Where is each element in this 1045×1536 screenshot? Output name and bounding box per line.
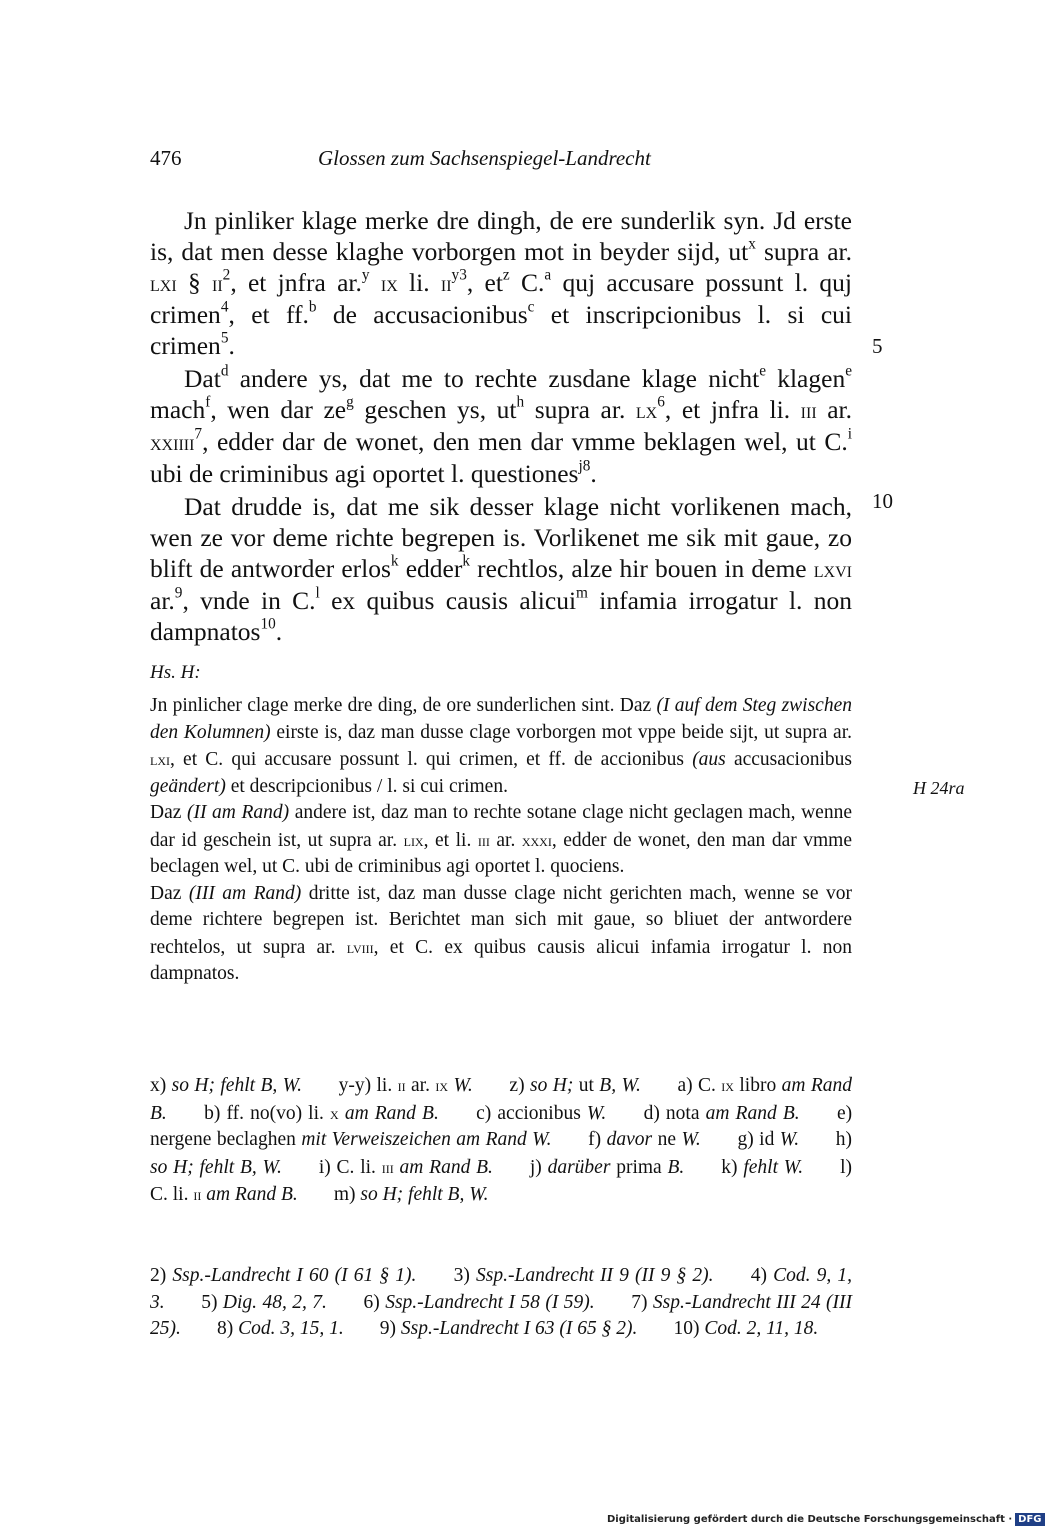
apparatus-note-l: l) C. li. ii am Rand B. [150,1156,853,1205]
footer-credit: Digitalisierung gefördert durch die Deutsche Forschungsgemeinschaft · [607,1514,1013,1525]
apparatus-note-x: x) so H; fehlt B, W. [150,1075,302,1096]
source-notes [150,1263,852,1343]
main-paragraph-2: Dat$^d$ andere ys, dat me to rechte zusdane klage nicht$^e$ klagen$^e$ mach$^f$, wen dar $ze^g$ geschen ys, $ut^h$ supra ar. $lx^6$, et jnfra li. iii ar. xxiiii$^7$, edder dar de wonet, den men dar vmme beklagen wel, ut C.$^i$ ubi de criminibus agi oportet l. questiones$^{j8}$. [150,362,852,488]
running-title: Glossen zum Sachsenspiegel-Landrecht [318,146,651,170]
source-note: 10) Cod. 2, 11, 18. [673,1318,819,1339]
apparatus-note-a: a) C. ix libro am Rand B. [150,1075,853,1124]
source-note: 7) Ssp.-Landrecht III 24 (III 25). [150,1291,853,1339]
apparatus-note-e: e) nergene beclaghen mit Verweiszeichen am Rand W. [150,1102,853,1150]
source-note: 3) Ssp.-Landrecht II 9 (II 9 § 2). [453,1265,714,1286]
source-note: 9) Ssp.-Landrecht I 63 (I 65 § 2). [379,1318,638,1339]
manuscript-paragraph-1: Jn pinlicher clage merke dre ding, de ore sunderlichen sint. Daz (I auf dem Steg zwischen den Kolumnen) eirste is, daz man dusse clage vorborgen mot vppe beide sijt, ut supra ar. lxi, et C. qui accusare possunt l. qui crimen, et ff. de accionibus (aus accusacionibus geändert) et descripcionibus / l. si cui crimen. [150,695,852,797]
source-note: 8) Cod. 3, 15, 1. [216,1318,344,1339]
apparatus-note-h: h) so H; fehlt B, W. [150,1129,853,1178]
source-note: 6) Ssp.-Landrecht I 58 (I 59). [363,1291,595,1313]
dfg-logo-icon: DFG [1015,1513,1044,1526]
apparatus-note-f: f) davor ne W. [588,1129,701,1150]
manuscript-paragraph-2: Daz (II am Rand) andere ist, daz man to rechte sotane clage nicht geclagen mach, wenne dar id geschein ist, ut supra ar. lix, et li. iii ar. xxxi, edder de wonet, den man dar vmme beclagen wel, ut C. ubi de criminibus agi oportet l. quociens. [150,802,852,877]
manuscript-label: Hs. H: [150,662,201,683]
source-note: 5) Dig. 48, 2, 7. [201,1291,327,1313]
apparatus-note-c: c) accionibus W. [476,1102,607,1124]
main-paragraph-3: Dat drudde is, dat me sik desser klage nicht vorlikenen mach, wen ze vor deme richte begrepen is. Vorlikenet me sik mit gaue, zo blift de antworder erlos$^k$ edder$^k$ rechtlos, alze hir bouen in deme lxvi ar.$^9$, vnde in C.$^l$ ex quibus causis alicui$^m$ infamia irrogatur l. non dampnatos$^{10}$. [150,492,852,646]
manuscript-h-text [150,693,852,988]
apparatus-note-j: j) darüber prima B. [529,1156,685,1178]
apparatus-note-m: m) so H; fehlt B, W. [333,1184,489,1205]
page-number: 476 [150,146,182,170]
apparatus-note-z: z) so H; ut B, W. [509,1075,641,1096]
apparatus-note-b: b) ff. no(vo) li. x am Rand B. [204,1102,439,1124]
apparatus-note-d: d) nota am Rand B. [643,1102,800,1124]
apparatus-note-yy: y-y) li. ii ar. ix W. [338,1075,473,1096]
page-header [150,146,850,178]
line-number-5: 5 [872,334,883,358]
apparatus-note-k: k) fehlt W. [721,1156,804,1178]
digitization-footer [607,1513,1045,1526]
critical-apparatus [150,1072,852,1209]
apparatus-note-i: i) C. li. iii am Rand B. [318,1156,493,1178]
source-note: 2) Ssp.-Landrecht I 60 (I 61 § 1). [150,1265,417,1286]
line-number-10: 10 [872,489,893,513]
main-paragraph-1: Jn pinliker klage merke dre dingh, de ere sunderlik syn. Jd erste is, dat men desse klaghe vorborgen mot in beyder sijd, $ut^x$ supra ar. lxi § $ii^2$, et jnfra ar.$^y$ ix li. $ii^{y3}$, $et^z$ C.$^a$ quj accusare possunt l. quj crimen$^4$, et ff.$^b$ de accusacionibus$^c$ et inscripcionibus l. si cui crimen$^5$. [150,206,853,360]
apparatus-note-g: g) id W. [737,1129,800,1150]
margin-note: H 24ra [913,778,965,798]
manuscript-paragraph-3: Daz (III am Rand) dritte ist, daz man dusse clage nicht gerichten mach, wenne se vor deme richtere begrepen ist. Berichtet man sich mit gaue, so bliuet der antwordere rechtelos, ut supra ar. lviii, et C. ex quibus causis alicui infamia irrogatur l. non dampnatos. [150,882,852,984]
main-text [150,205,852,647]
source-note: 4) Cod. 9, 1, 3. [150,1265,853,1313]
